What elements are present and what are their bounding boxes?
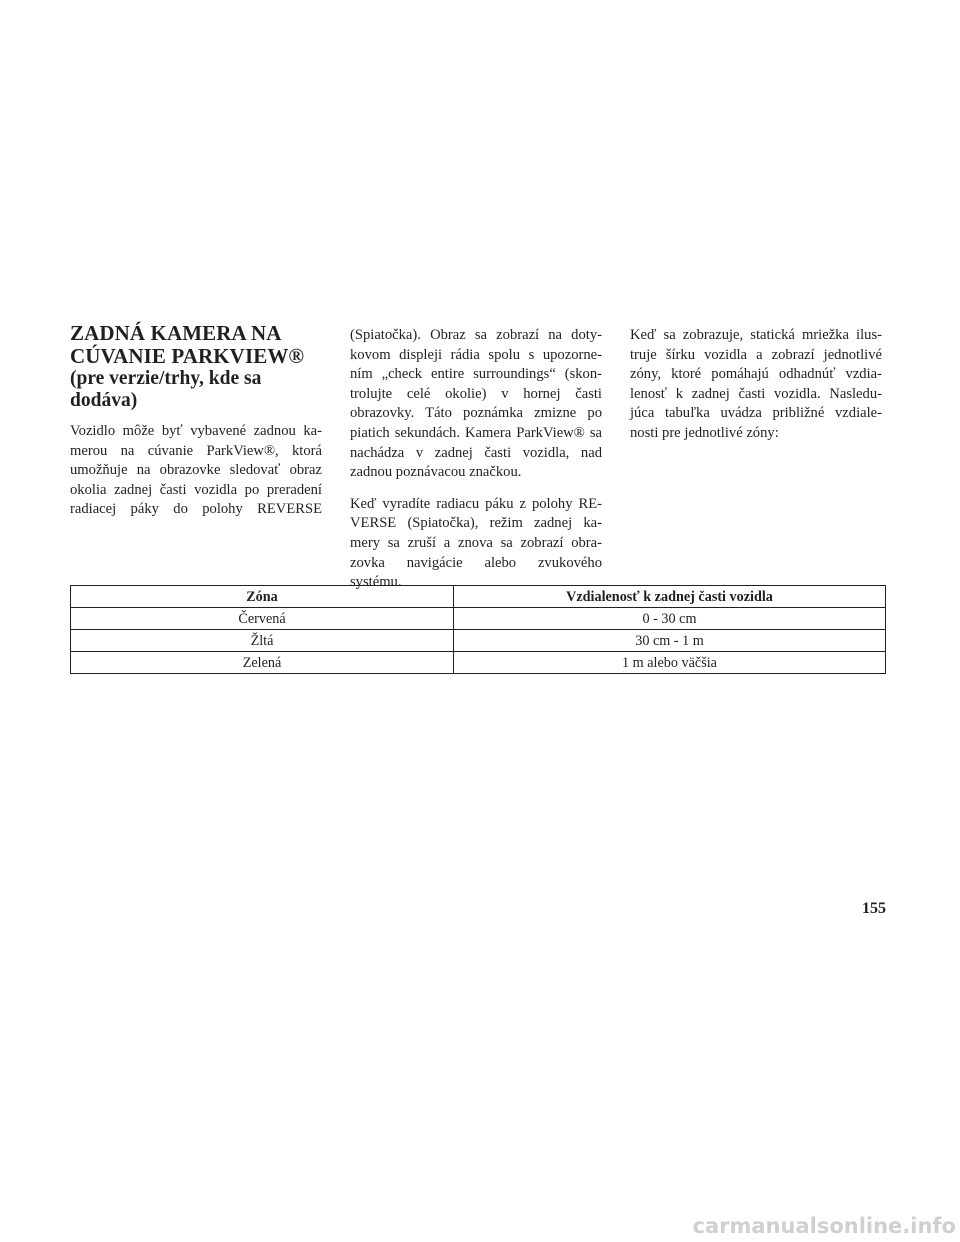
distance-cell: 30 cm - 1 m — [454, 630, 886, 652]
paragraph-display: (Spiatočka). Obraz sa zobrazí na doty- kovom displeji rádia spolu s upozorne- ním „check entire surroundings“ (skon- trolujte celé okolie) v hornej časti obrazovky. Táto poznámka zmizne po piatich sekundách. Kamera ParkView® sa nachádza v zadnej časti vozidla, nad zadnou poznávacou značkou. — [350, 327, 602, 481]
section-subtitle-line1: (pre verzie/trhy, kde sa — [70, 368, 262, 389]
section-title-line2: CÚVANIE PARKVIEW® — [70, 344, 305, 368]
column-1 — [70, 322, 322, 532]
section-subtitle-line2: dodáva) — [70, 390, 138, 411]
zone-distance-table — [70, 585, 886, 674]
paragraph-grid: Keď sa zobrazuje, statická mriežka ilus- truje šírku vozidla a zobrazí jednotlivé zóny, ktoré pomáhajú odhadnúť vzdia- lenosť k zadnej časti vozidla. Nasledu- júca tabuľka uvádza približné vzdiale- nosti pre jednotlivé zóny: — [630, 327, 882, 441]
column-2 — [350, 326, 602, 605]
table-row — [71, 630, 886, 652]
zone-cell: Červená — [71, 608, 454, 630]
paragraph-reverse-exit: Keď vyradíte radiacu páku z polohy RE- VERSE (Spiatočka), režim zadnej ka- mery sa zruší a znova sa zobrazí obra- zovka navigácie alebo zvukového systému. — [350, 495, 602, 591]
header-distance: Vzdialenosť k zadnej časti vozidla — [454, 586, 886, 608]
distance-cell: 0 - 30 cm — [454, 608, 886, 630]
zone-cell: Zelená — [71, 652, 454, 674]
table-row — [71, 652, 886, 674]
page-number: 155 — [862, 900, 886, 917]
distance-cell: 1 m alebo väčšia — [454, 652, 886, 674]
paragraph-intro: Vozidlo môže byť vybavené zadnou ka- merou na cúvanie ParkView®, ktorá umožňuje na obrazovke sledovať obraz okolia zadnej časti vozidla po preradení radiacej páky do polohy REVERSE — [70, 423, 322, 518]
zone-cell: Žltá — [71, 630, 454, 652]
table-header-row — [71, 586, 886, 608]
table-row — [71, 608, 886, 630]
section-title-line1: ZADNÁ KAMERA NA — [70, 321, 282, 345]
column-3 — [630, 326, 882, 456]
watermark-text: carmanualsonline.info — [692, 1214, 956, 1238]
header-zone: Zóna — [71, 586, 454, 608]
